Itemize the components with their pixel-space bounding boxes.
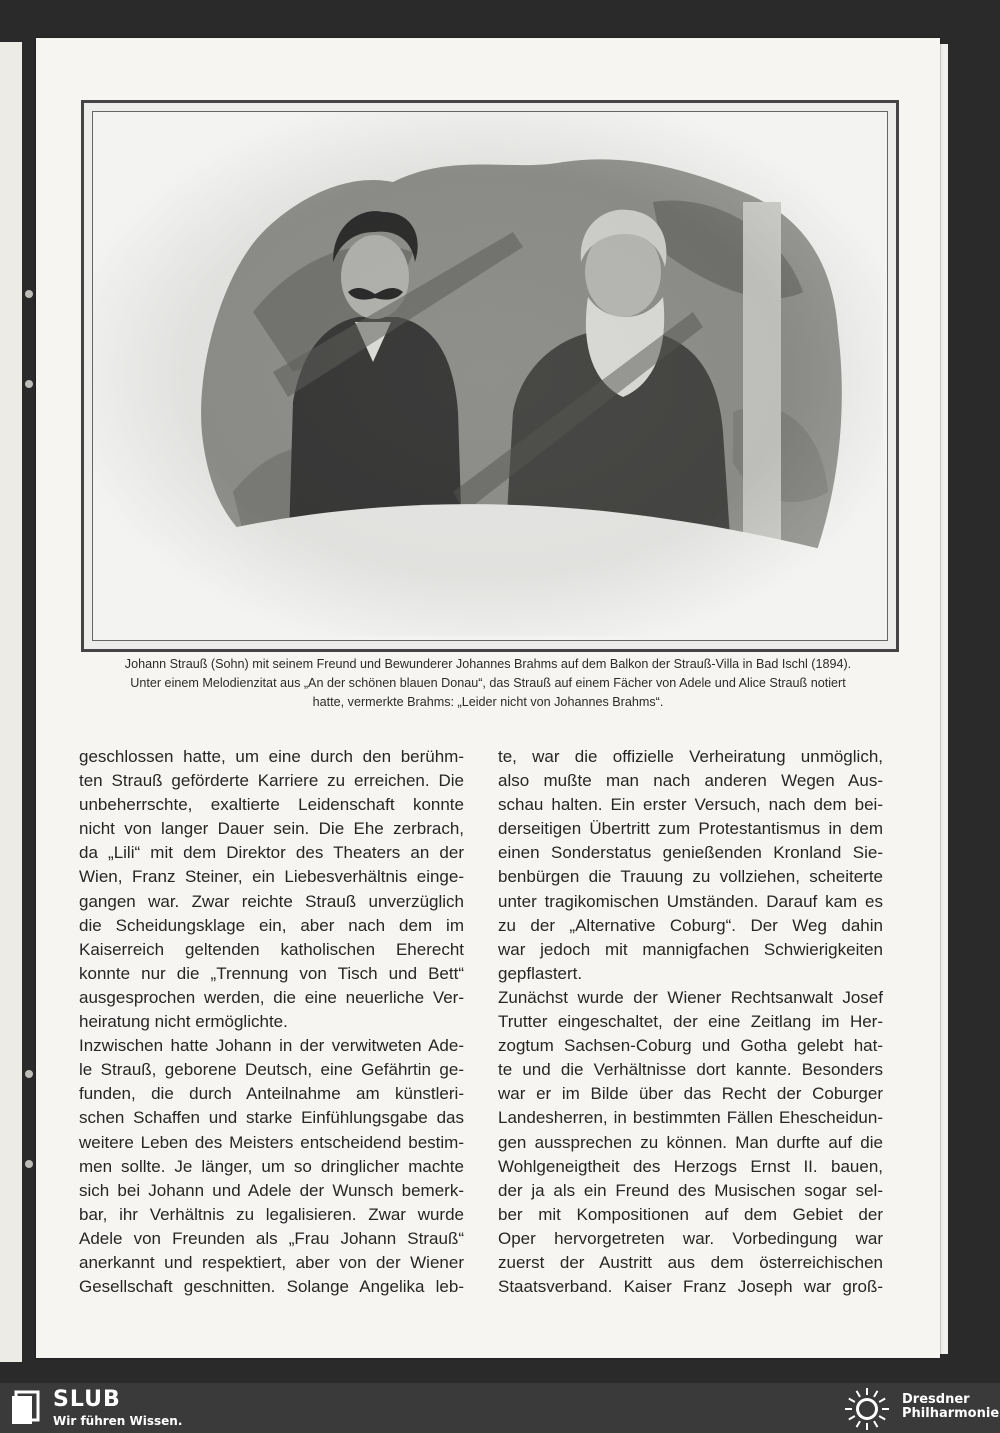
binding-hole xyxy=(25,290,33,298)
text-line: benbürgen die Trauung zu vollziehen, scheiterte xyxy=(498,867,883,887)
photo-frame xyxy=(81,100,899,652)
text-line: Landesherren, in bestimmten Fällen Ehescheidun- xyxy=(498,1108,883,1128)
text-line: unbeherrschte, exaltierte Leidenschaft konnte xyxy=(79,795,464,815)
text-line: ber mit Kompositionen auf dem Gebiet der xyxy=(498,1204,883,1224)
historic-photo xyxy=(92,111,888,641)
text-line: zogtum Sachsen-Coburg und Gotha gelebt hat- xyxy=(498,1036,883,1056)
text-line: Adele von Freunden als „Frau Johann Strauß“ xyxy=(79,1228,464,1248)
left-page-edge xyxy=(0,42,22,1362)
slub-name[interactable]: SLUB xyxy=(53,1387,121,1412)
text-line: unter tragikomischen Umständen. Darauf kam es xyxy=(498,891,883,911)
text-line: nicht von langer Dauer sein. Die Ehe zerbrach, xyxy=(79,819,464,839)
text-line: Zunächst wurde der Wiener Rechtsanwalt Josef xyxy=(498,987,883,1007)
dresdner-philharmonie-logo-icon[interactable] xyxy=(842,1387,892,1431)
text-line: war jedoch mit mannigfachen Schwierigkeiten xyxy=(498,939,883,959)
text-line: Oper hervorgetreten war. Vorbedingung war xyxy=(498,1228,883,1248)
text-line: Wohlgeneigtheit des Herzogs Ernst II. bauen, xyxy=(498,1156,883,1176)
slub-tagline: Wir führen Wissen. xyxy=(53,1414,183,1428)
text-line: gen aussprechen zu können. Man durfte auf die xyxy=(498,1132,883,1152)
caption-line: Unter einem Melodienzitat aus „An der schönen blauen Donau“, das Strauß auf einem Fächer von Adele und Alice Strauß notiert xyxy=(130,676,846,690)
text-line: Inzwischen hatte Johann in der verwitweten Ade- xyxy=(79,1036,464,1056)
text-line: heiratung nicht ermöglichte. xyxy=(79,1012,288,1032)
text-line: ausgesprochen werden, die eine neuerliche Ver- xyxy=(79,987,464,1007)
text-line: sich bei Johann und Adele der Wunsch bemerk- xyxy=(79,1180,464,1200)
dresdner-philharmonie-name-line2: Philharmonie xyxy=(902,1406,1000,1421)
text-line: also mußte man nach anderen Wegen Aus- xyxy=(498,771,883,791)
booklet-page xyxy=(36,38,940,1358)
text-line: Staatsverband. Kaiser Franz Joseph war groß- xyxy=(498,1277,883,1297)
text-column-right xyxy=(498,745,883,1299)
dresdner-philharmonie-name-line1: Dresdner xyxy=(902,1392,970,1407)
text-column-left xyxy=(79,745,464,1299)
text-line: le Strauß, geborene Deutsch, eine Gefährtin ge- xyxy=(79,1060,464,1080)
text-line: Wien, Franz Steiner, ein Liebesverhältnis einge- xyxy=(79,867,464,887)
caption-line: hatte, vermerkte Brahms: „Leider nicht von Johannes Brahms“. xyxy=(312,695,664,709)
text-line: zuerst der Austritt aus dem österreichischen xyxy=(498,1252,883,1272)
caption-line: Johann Strauß (Sohn) mit seinem Freund und Bewunderer Johannes Brahms auf dem Balkon der Strauß-Villa in Bad Ischl (1894). xyxy=(124,657,852,671)
text-line: schen Schaffen und starke Einfühlungsgabe das xyxy=(79,1108,464,1128)
text-line: die Scheidungsklage ein, aber nach dem im xyxy=(79,915,464,935)
text-line: schau halten. Ein erster Versuch, nach dem bei- xyxy=(498,795,883,815)
text-line: derseitigen Übertritt zum Protestantismus in dem xyxy=(498,819,883,839)
text-line: ten Strauß geförderte Karriere zu erreichen. Die xyxy=(79,771,464,791)
text-line: Gesellschaft geschnitten. Solange Angelika leb- xyxy=(79,1277,464,1297)
text-line: einen Sonderstatus genießenden Kronland Sie- xyxy=(498,843,883,863)
text-line: da „Lili“ mit dem Direktor des Theaters an der xyxy=(79,843,464,863)
text-line: war er im Bilde über das Recht der Coburger xyxy=(498,1084,883,1104)
photo-strauss-brahms xyxy=(93,112,883,636)
text-line: Kaiserreich geltenden katholischen Eherecht xyxy=(79,939,464,959)
text-line: weitere Leben des Meisters entscheidend bestim- xyxy=(79,1132,464,1152)
text-line: konnte nur die „Trennung von Tisch und Bett“ xyxy=(79,963,464,983)
binding-hole xyxy=(25,1070,33,1078)
text-line: anerkannt und respektiert, aber von der Wiener xyxy=(79,1252,464,1272)
text-line: men sollte. Je länger, um so dringlicher machte xyxy=(79,1156,464,1176)
binding-hole xyxy=(25,1160,33,1168)
text-line: funden, die durch Anteilnahme am künstleri- xyxy=(79,1084,464,1104)
text-line: te, war die offizielle Verheiratung unmöglich, xyxy=(498,747,883,766)
text-line: Trutter eingeschaltet, der eine Zeitlang im Her- xyxy=(498,1012,883,1032)
slub-logo-icon[interactable] xyxy=(12,1390,42,1426)
photo-caption xyxy=(72,655,904,712)
text-line: geschlossen hatte, um eine durch den berühm- xyxy=(79,747,464,766)
text-line: gepflastert. xyxy=(498,963,583,983)
text-line: te und die Verhältnisse dort kannte. Besonders xyxy=(498,1060,883,1080)
text-line: bar, ihr Verhältnis zu legalisieren. Zwar wurde xyxy=(79,1204,464,1224)
text-line: zu der „Alternative Coburg“. Der Weg dahin xyxy=(498,915,883,935)
binding-hole xyxy=(25,380,33,388)
text-line: der ja als ein Freund des Musischen sogar sel- xyxy=(498,1180,883,1200)
footer-bar xyxy=(0,1383,1000,1433)
text-line: gangen war. Zwar reichte Strauß unverzüglich xyxy=(79,891,464,911)
